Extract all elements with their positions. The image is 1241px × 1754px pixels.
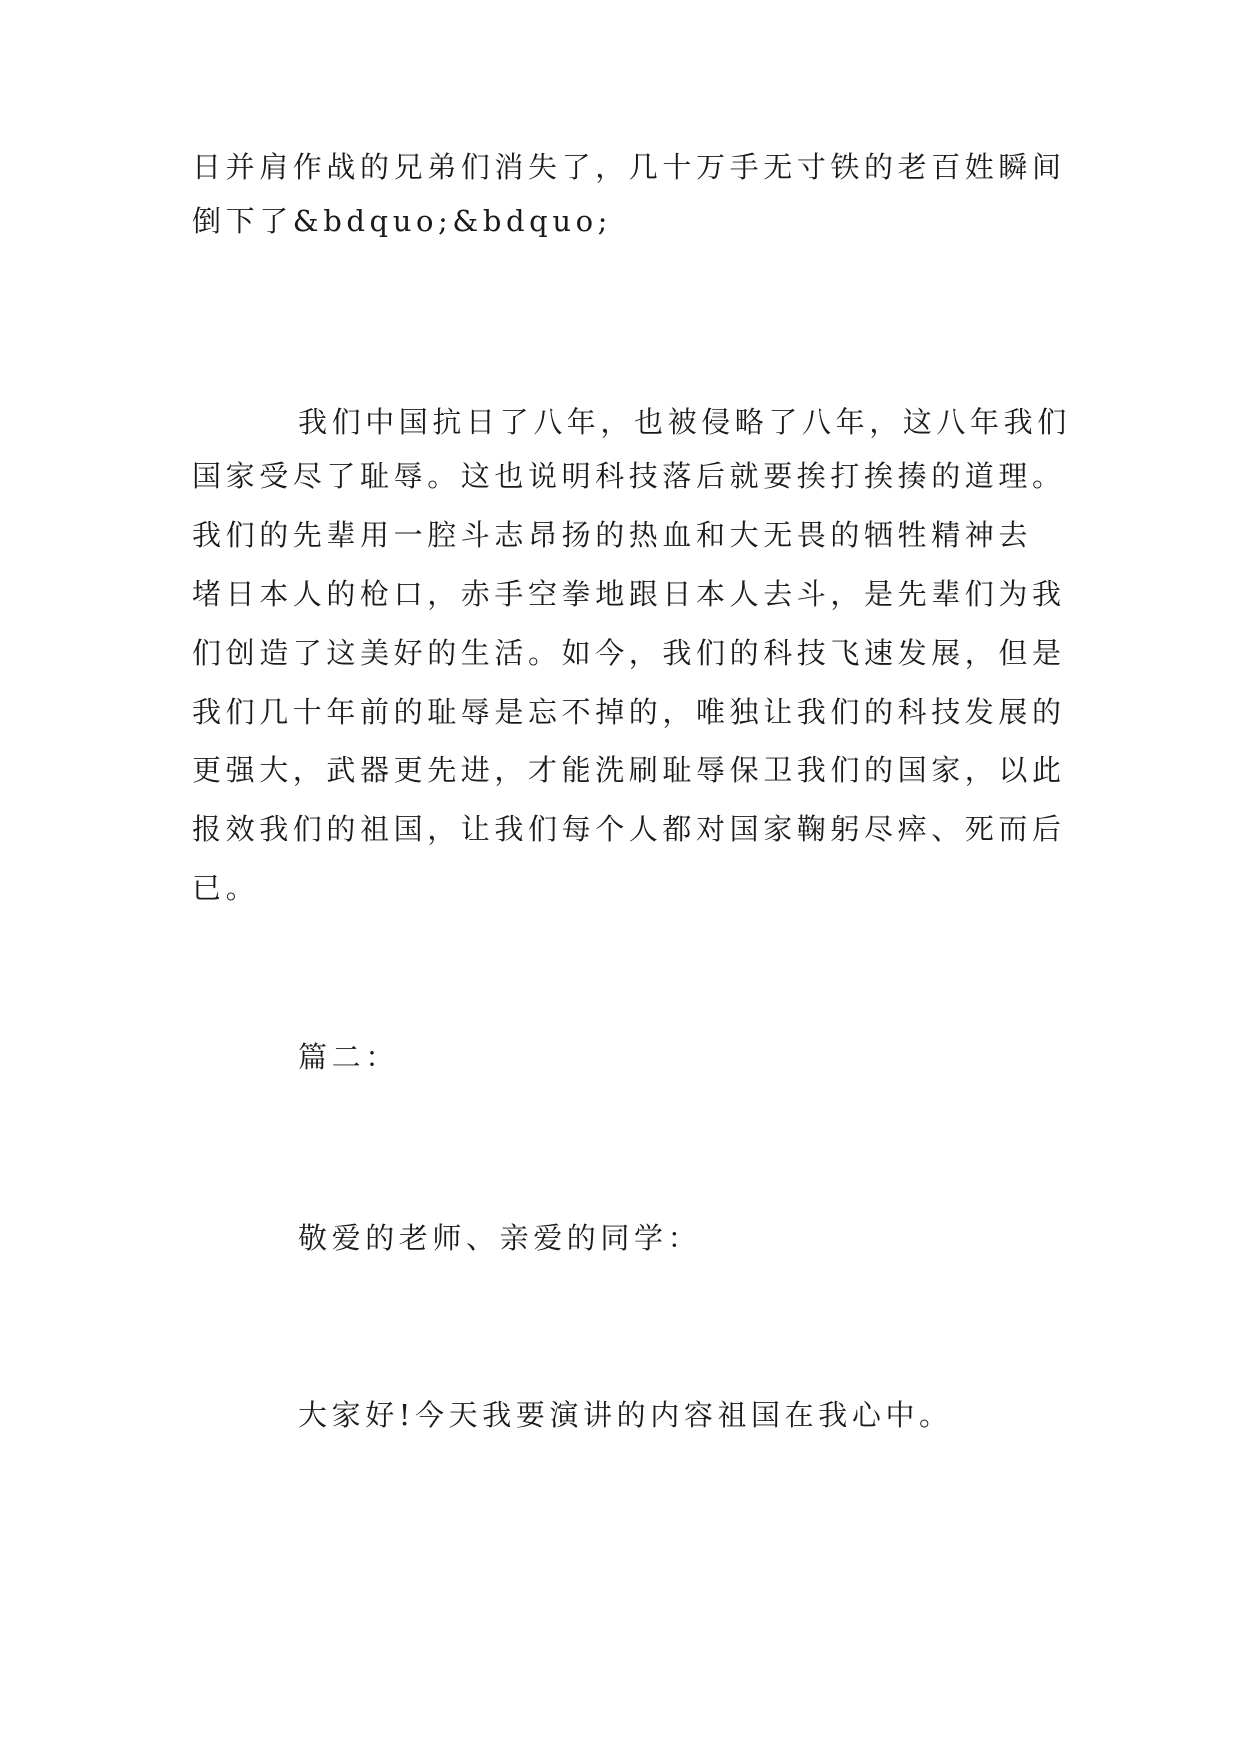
paragraph-line: 更强大，武器更先进，才能洗刷耻辱保卫我们的国家，以此	[192, 753, 1066, 787]
paragraph-line: 报效我们的祖国，让我们每个人都对国家鞠躬尽瘁、死而后	[192, 812, 1066, 846]
paragraph-line: 们创造了这美好的生活。如今，我们的科技飞速发展，但是	[192, 636, 1066, 670]
paragraph-line: 我们中国抗日了八年，也被侵略了八年，这八年我们	[298, 405, 1071, 439]
paragraph-line: 我们几十年前的耻辱是忘不掉的，唯独让我们的科技发展的	[192, 695, 1066, 729]
greeting: 大家好!今天我要演讲的内容祖国在我心中。	[298, 1398, 953, 1432]
paragraph-line: 堵日本人的枪口，赤手空拳地跟日本人去斗，是先辈们为我	[192, 577, 1066, 611]
paragraph-line: 已。	[192, 871, 260, 905]
paragraph-line: 倒下了&bdquo;&bdquo;	[192, 204, 613, 238]
paragraph-line: 国家受尽了耻辱。这也说明科技落后就要挨打挨揍的道理。	[192, 459, 1066, 493]
paragraph-line: 日并肩作战的兄弟们消失了，几十万手无寸铁的老百姓瞬间	[192, 150, 1066, 184]
paragraph-line: 我们的先辈用一腔斗志昂扬的热血和大无畏的牺牲精神去	[192, 518, 1033, 552]
salutation: 敬爱的老师、亲爱的同学：	[298, 1221, 702, 1255]
section-heading: 篇二：	[298, 1040, 399, 1074]
